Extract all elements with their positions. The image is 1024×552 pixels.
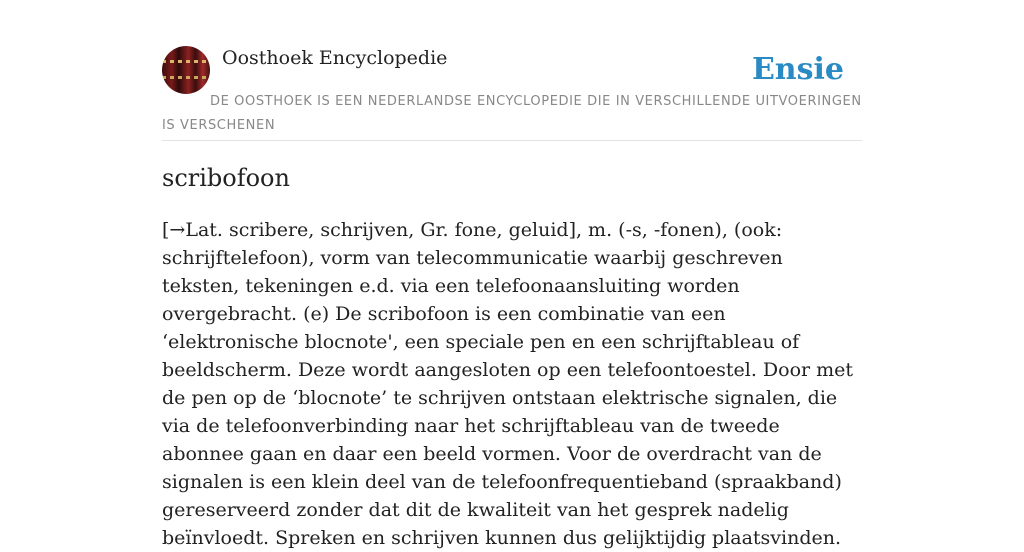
site-tagline: DE OOSTHOEK IS EEN NEDERLANDSE ENCYCLOPEDIE DIE IN VERSCHILLENDE UITVOERINGEN IS VERSCHENEN <box>162 94 862 133</box>
site-header <box>162 46 862 141</box>
ensie-logo[interactable]: Ensie <box>751 52 844 87</box>
article-body: [→Lat. scribere, schrijven, Gr. fone, geluid], m. (-s, -fonen), (ook: schrijftelefoon), vorm van telecommunicatie waarbij geschreven teksten, tekeningen e.d. via een telefoonaansluiting worden overgebracht. (e) De scribofoon is een combinatie van een ‘elektronische blocnote', een speciale pen en een schrijftableau of beeldscherm. Deze wordt aangesloten op een telefoontoestel. Door met de pen op de ‘blocnote’ te schrijven ontstaan elektrische signalen, die via de telefoonverbinding naar het schrijftableau van de tweede abonnee gaan en daar een beeld vormen. Voor de overdracht van de signalen is een klein deel van de telefoonfrequentieband (spraakband) gereserveerd zonder dat dit de kwaliteit van het gesprek nadelig beïnvloedt. Spreken en schrijven kunnen dus gelijktijdig plaatsvinden. <box>162 219 854 549</box>
site-name-link[interactable]: Oosthoek Encyclopedie <box>222 47 448 69</box>
article-title: scribofoon <box>162 164 290 192</box>
encyclopedia-books-avatar[interactable] <box>162 46 210 94</box>
